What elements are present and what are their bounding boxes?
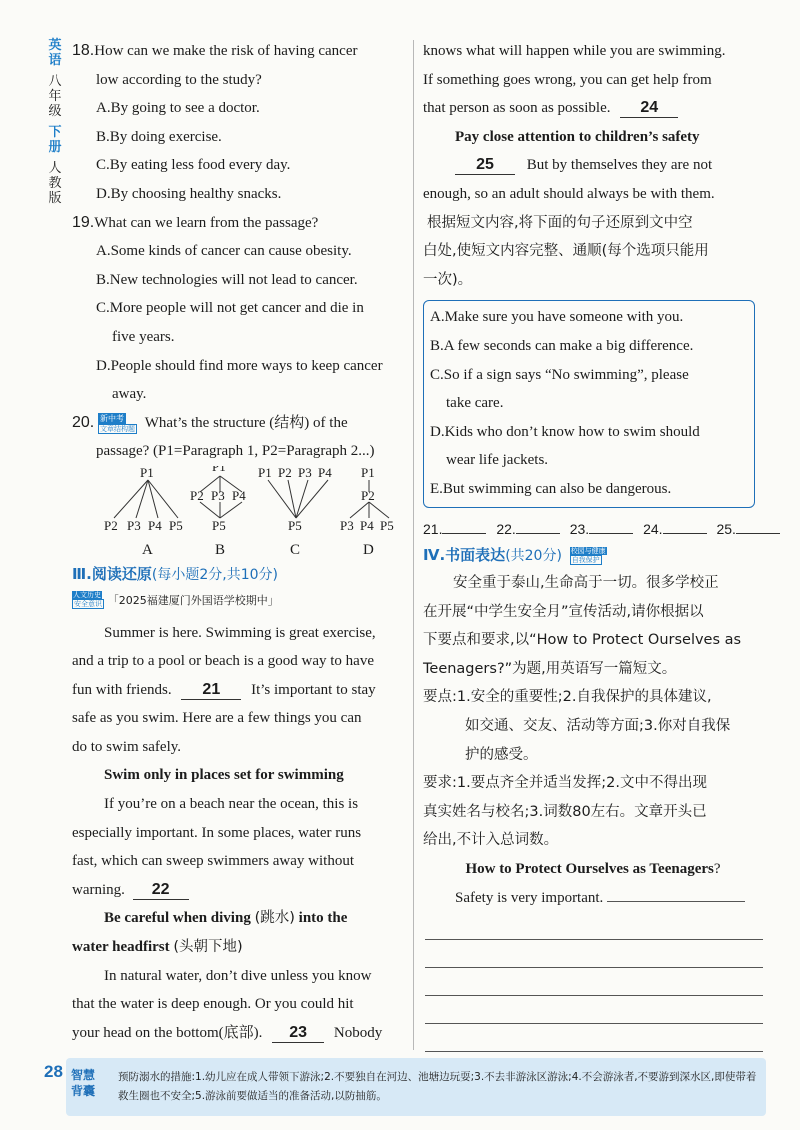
q19-option-d: D.People should find more ways to keep cancer [96, 357, 383, 374]
p3-line1 [423, 151, 763, 180]
option-d-cont: wear life jackets. [446, 452, 549, 469]
s4-body-line4: Teenagers?”为题,用英语写一篇短文。 [423, 660, 677, 677]
diagram-c-p2: P2 [278, 465, 292, 480]
p2-line3b: Nobody [333, 1024, 383, 1041]
heading-3: Pay close attention to children’s safety [455, 128, 700, 145]
p1-line4 [72, 876, 408, 905]
q19-option-c-cont: five years. [112, 328, 175, 345]
left-column [72, 37, 408, 1047]
writing-line[interactable] [425, 940, 763, 968]
tip-box [66, 1058, 766, 1116]
heading-2c: into the [298, 910, 348, 927]
section3-source-line [72, 589, 408, 611]
p3-line1a: But by themselves they are not [526, 157, 713, 174]
s4-body-line3: 下要点和要求,以“How to Protect Ourselves as [423, 632, 742, 649]
cont-line1: knows what will happen while you are swimming. [423, 43, 726, 59]
answer-25-label: 25. [716, 520, 736, 537]
q18-option-d: D.By choosing healthy snacks. [96, 185, 282, 202]
heading-2-cont [72, 933, 408, 962]
options-box [423, 300, 755, 507]
heading-2d: water headfirst [72, 939, 170, 956]
heading-2b: (跳水) [254, 910, 295, 927]
section4-title: Ⅳ.书面表达 [423, 545, 506, 564]
answer-22-label: 22. [496, 520, 516, 537]
q20-stem: What’s the structure (结构) of the [144, 414, 348, 431]
instruction-line3: 一次)。 [423, 271, 473, 288]
answer-21-label: 21. [423, 520, 443, 537]
diagram-a-p1: P1 [140, 465, 154, 480]
essay-start-line [423, 884, 763, 913]
diagram-b-p1: P1 [212, 465, 226, 474]
intro-line3 [72, 676, 408, 705]
diagram-d-p1: P1 [361, 465, 375, 480]
blank-21[interactable]: 21 [181, 681, 241, 700]
p1-line1: If you’re on a beach near the ocean, this is [104, 796, 359, 813]
grade-label: 八年级 [48, 74, 62, 119]
diagram-c-p1: P1 [258, 465, 272, 480]
passage-intro [72, 619, 408, 762]
q20-badge [98, 413, 137, 434]
q19-stem: What can we learn from the passage? [94, 214, 319, 231]
heading-2 [72, 904, 408, 933]
diagram-d-p2: P2 [361, 487, 375, 503]
diagram-b-p3: P3 [211, 487, 225, 503]
diagram-a-p4: P4 [148, 517, 162, 533]
option-b: B.A few seconds can make a big difference. [430, 337, 694, 354]
q18-option-b: B.By doing exercise. [96, 128, 222, 145]
p2-line3a: your head on the bottom(底部). [72, 1024, 263, 1041]
answer-24-blank[interactable] [663, 520, 707, 534]
q18-stem: How can we make the risk of having cancer [94, 43, 358, 59]
intro-line2: and a trip to a pool or beach is a good way to have [72, 653, 374, 670]
page-number: 28 [44, 1062, 63, 1081]
p2-line2: that the water is deep enough. Or you could hit [72, 996, 354, 1013]
s4-points-line3: 护的感受。 [465, 746, 538, 763]
writing-line[interactable] [425, 1024, 763, 1052]
section4-header [423, 541, 763, 570]
essay-title [423, 855, 763, 884]
answer-25-blank[interactable] [736, 520, 780, 534]
answer-21-blank[interactable] [442, 520, 486, 534]
section3-title: Ⅲ.阅读还原 [72, 564, 152, 583]
q20-stem-line2: passage? (P1=Paragraph 1, P2=Paragraph 2...) [96, 443, 375, 460]
cont-line2: If something goes wrong, you can get help from [423, 71, 712, 88]
s4-reqs-line2: 真实姓名与校名;3.词数80左右。文章开头已 [423, 803, 707, 820]
answer-24-label: 24. [643, 520, 663, 537]
diagram-b-p2: P2 [190, 487, 204, 503]
cont-line3 [423, 94, 763, 123]
answer-23-blank[interactable] [589, 520, 633, 534]
diagram-b-p4: P4 [232, 487, 246, 503]
subject-label: 英语 [48, 38, 62, 68]
section3-badge [72, 591, 104, 610]
diagram-c-p3: P3 [298, 465, 312, 480]
intro-line5: do to swim safely. [72, 738, 182, 755]
heading-2a: Be careful when diving [104, 910, 251, 927]
p2-line3 [72, 1019, 408, 1048]
p3-line2: enough, so an adult should always be with them. [423, 185, 715, 202]
diagram-d-p4: P4 [360, 517, 374, 533]
q18-stem-line2: low according to the study? [96, 71, 262, 88]
s4-reqs-line1: 要求:1.要点齐全并适当发挥;2.文中不得出现 [423, 775, 707, 792]
instruction-line2: 白处,使短文内容完整、通顺(每个选项只能用 [423, 243, 709, 260]
q19-option-b: B.New technologies will not lead to cancer. [96, 271, 358, 288]
diagram-b-p5: P5 [212, 517, 226, 533]
section3-source: 「2025福建厦门外国语学校期中」 [107, 593, 279, 607]
diagram-label-d: D [363, 541, 374, 558]
section3-badge-top: 人文历史 [73, 591, 101, 600]
s4-body-line2: 在开展“中学生安全月”宣传活动,请你根据以 [423, 603, 704, 620]
q19-option-a: A.Some kinds of cancer can cause obesity. [96, 243, 352, 260]
p1-line4a: warning. [72, 881, 125, 898]
essay-first-blank[interactable] [607, 886, 745, 902]
heading-1: Swim only in places set for swimming [104, 767, 344, 784]
section4-badge-bottom: 自我保护 [571, 556, 600, 565]
q18-stem-line1 [72, 37, 408, 66]
q19-option-d-cont: away. [112, 386, 147, 403]
intro-line3b: It’s important to stay [251, 681, 376, 698]
right-column [423, 37, 763, 1052]
essay-start: Safety is very important. [455, 889, 604, 906]
s4-body-line1: 安全重于泰山,生命高于一切。很多学校正 [453, 575, 719, 592]
option-c-cont: take care. [446, 395, 504, 412]
writing-line[interactable] [425, 968, 763, 996]
answer-22-blank[interactable] [516, 520, 560, 534]
section4-score: (共20分) [505, 547, 562, 564]
q20-badge-bottom: 文章结构题 [100, 424, 135, 433]
intro-line3a: fun with friends. [72, 681, 172, 698]
diagram-c-p5: P5 [288, 517, 302, 533]
answer-23-label: 23. [569, 520, 590, 537]
q20-badge-top: 新中考 [100, 413, 124, 423]
option-e: E.But swimming can also be dangerous. [430, 480, 672, 497]
diagram-c-p4: P4 [318, 465, 332, 480]
section3-score: (每小题2分,共10分) [151, 566, 278, 583]
blank-22[interactable]: 22 [133, 881, 189, 900]
diagram-a-p3: P3 [127, 517, 141, 533]
section3-badge-bottom: 安全意识 [74, 600, 102, 609]
structure-diagrams [100, 466, 400, 570]
q20-number: 20. [72, 413, 95, 431]
edition-label: 人教版 [48, 161, 62, 206]
diagram-label-b: B [215, 541, 226, 558]
blank-23[interactable]: 23 [272, 1024, 324, 1043]
essay-title-q: ? [713, 861, 721, 878]
diagram-label-c: C [290, 541, 301, 558]
q18-option-a: A.By going to see a doctor. [96, 100, 260, 117]
instruction-line1: 根据短文内容,将下面的句子还原到文中空 [427, 214, 693, 231]
diagram-d-p5: P5 [380, 517, 394, 533]
heading-2e: (头朝下地) [173, 939, 243, 956]
option-c: C.So if a sign says “No swimming”, please [430, 366, 689, 383]
p2-line1: In natural water, don’t dive unless you know [104, 967, 372, 984]
diagram-d-p3: P3 [340, 517, 354, 533]
q18-number: 18. [72, 42, 95, 59]
p1-line3: fast, which can sweep swimmers away without [72, 853, 355, 870]
intro-line1: Summer is here. Swimming is great exercise, [104, 624, 376, 641]
option-d: D.Kids who don’t know how to swim should [430, 423, 700, 440]
section4-badge [570, 547, 607, 566]
tip-label: 智慧背囊 [70, 1068, 95, 1098]
column-divider [413, 40, 414, 1050]
section4-badge-top: 校园与健康 [570, 547, 606, 556]
structure-diagrams-svg [100, 466, 400, 570]
blank-24[interactable]: 24 [620, 99, 678, 118]
diagram-a-p5: P5 [169, 517, 183, 533]
blank-25[interactable]: 25 [455, 156, 515, 175]
writing-line[interactable] [425, 912, 763, 940]
writing-line[interactable] [425, 996, 763, 1024]
q19-option-c: C.More people will not get cancer and die in [96, 300, 364, 317]
cont-line3a: that person as soon as possible. [423, 100, 611, 117]
term-label: 下册 [48, 125, 62, 155]
side-tab [46, 38, 64, 212]
p1-line2: especially important. In some places, water runs [72, 824, 362, 841]
essay-title-text: How to Protect Ourselves as Teenagers [465, 861, 714, 878]
diagram-a-p2: P2 [104, 517, 118, 533]
q18-option-c: C.By eating less food every day. [96, 157, 291, 174]
q19-number: 19. [72, 213, 95, 231]
diagram-label-a: A [142, 541, 153, 558]
answer-row [423, 520, 763, 537]
s4-points-line1: 要点:1.安全的重要性;2.自我保护的具体建议, [423, 689, 712, 706]
s4-reqs-line3: 给出,不计入总词数。 [423, 832, 559, 849]
tip-text: 预防溺水的措施:1.幼儿应在成人带领下游泳;2.不要独自在河边、池塘边玩耍;3.不去非游泳区游泳;4.不会游泳者,不要游到深水区,即使带着救生圈也不安全;5.游泳前要做适当的准备活动,以防抽筋。 [118, 1071, 757, 1102]
s4-points-line2: 如交通、交友、活动等方面;3.你对自我保 [465, 718, 731, 735]
intro-line4: safe as you swim. Here are a few things you can [72, 710, 362, 727]
option-a: A.Make sure you have someone with you. [430, 309, 684, 326]
